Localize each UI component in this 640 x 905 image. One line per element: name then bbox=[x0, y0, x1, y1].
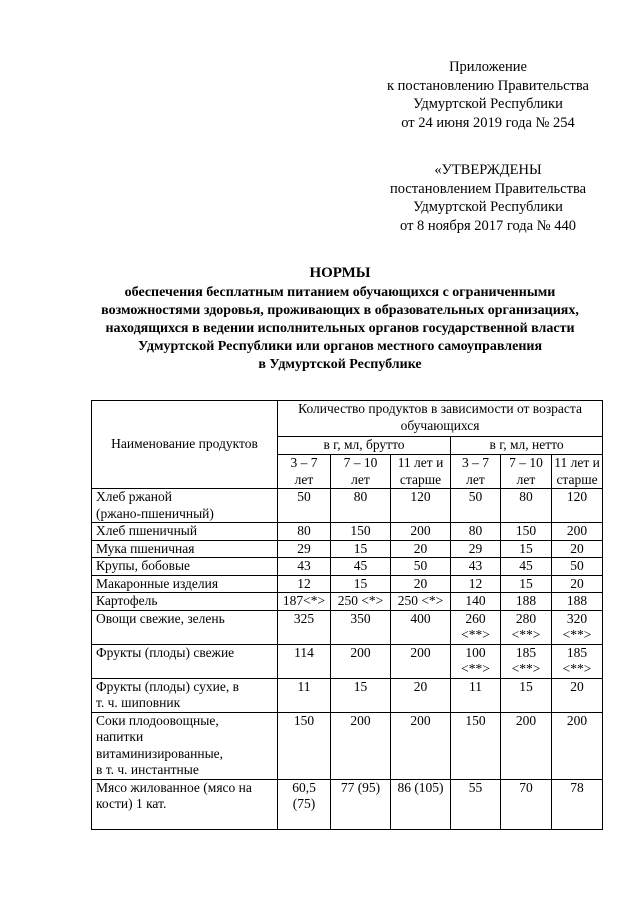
product-name bbox=[96, 627, 275, 644]
value-cell bbox=[451, 644, 501, 678]
age-header bbox=[331, 455, 391, 489]
product-name: Соки плодоовощные, bbox=[96, 712, 219, 728]
value: 80 bbox=[519, 489, 533, 504]
appendix-line: Удмуртской Республики bbox=[413, 96, 563, 112]
value-cell bbox=[552, 540, 603, 558]
value: 188 bbox=[515, 593, 537, 608]
title-line: возможностями здоровья, проживающих в образовательных организациях, bbox=[101, 303, 579, 318]
value: 20 bbox=[570, 540, 584, 556]
title-heading: НОРМЫ bbox=[309, 265, 371, 281]
value-cell bbox=[501, 523, 552, 541]
value-cell bbox=[391, 523, 451, 541]
appendix-line: от 24 июня 2019 года № 254 bbox=[401, 114, 575, 131]
value: 350 bbox=[350, 610, 371, 626]
value-cell bbox=[552, 523, 603, 541]
value-cell bbox=[501, 540, 552, 558]
value: 20 bbox=[570, 678, 584, 694]
value: 250 <*> bbox=[337, 593, 384, 608]
product-name-cell bbox=[92, 644, 278, 678]
value-cell bbox=[391, 540, 451, 558]
value-cell bbox=[552, 712, 603, 779]
age-header-line: старше bbox=[556, 471, 598, 487]
product-name-cell bbox=[92, 540, 278, 558]
value-cell bbox=[278, 489, 331, 523]
table-row bbox=[92, 610, 603, 644]
value: 80 bbox=[297, 523, 311, 538]
value-cell bbox=[451, 593, 501, 611]
value-cell bbox=[552, 610, 603, 644]
value: 80 bbox=[468, 523, 483, 538]
value-cell bbox=[451, 712, 501, 779]
product-name bbox=[96, 813, 275, 830]
value: 80 bbox=[353, 489, 368, 504]
value: 20 bbox=[413, 540, 428, 556]
value-cell bbox=[552, 593, 603, 611]
value: 150 bbox=[465, 712, 486, 728]
age-header bbox=[451, 455, 501, 489]
appendix-line: к постановлению Правительства bbox=[387, 77, 589, 94]
value-cell bbox=[451, 575, 501, 593]
product-name-cell bbox=[92, 523, 278, 541]
value: <**> bbox=[511, 627, 541, 642]
norms-table bbox=[91, 400, 603, 830]
product-name-cell bbox=[92, 779, 278, 830]
value-cell bbox=[331, 489, 391, 523]
table-row bbox=[92, 644, 603, 678]
title-line: обеспечения бесплатным питанием обучающихся с ограниченными bbox=[124, 285, 556, 300]
product-name: Крупы, бобовые bbox=[96, 558, 191, 573]
value: 50 bbox=[297, 489, 311, 504]
age-header-line: 7 – 10 bbox=[509, 455, 543, 470]
value: 320 bbox=[566, 610, 588, 626]
value-cell bbox=[331, 610, 391, 644]
product-name: Хлеб ржаной bbox=[96, 489, 172, 504]
value-cell bbox=[501, 575, 552, 593]
value-cell bbox=[331, 644, 391, 678]
value-cell bbox=[391, 644, 451, 678]
value: 60,5 (75) bbox=[292, 779, 316, 811]
approved-line: «УТВЕРЖДЕНЫ bbox=[434, 162, 542, 178]
value: 150 bbox=[515, 523, 537, 538]
header-product: Наименование продуктов bbox=[92, 401, 278, 489]
age-header bbox=[501, 455, 552, 489]
table-row bbox=[92, 712, 603, 779]
value-cell bbox=[552, 489, 603, 523]
value-cell bbox=[331, 593, 391, 611]
age-header bbox=[391, 455, 451, 489]
value: 150 bbox=[293, 712, 315, 728]
value: 200 bbox=[515, 712, 537, 728]
value: 55 bbox=[468, 779, 483, 795]
product-name-cell bbox=[92, 575, 278, 593]
header-gross: в г, мл, брутто bbox=[278, 437, 451, 455]
value: 70 bbox=[519, 779, 533, 795]
value: 43 bbox=[468, 558, 483, 573]
value-cell bbox=[552, 575, 603, 593]
value-cell bbox=[331, 558, 391, 576]
value: 280 bbox=[515, 610, 537, 626]
table-row bbox=[92, 575, 603, 593]
value-cell bbox=[552, 678, 603, 712]
value: 120 bbox=[410, 489, 431, 504]
value-cell bbox=[552, 779, 603, 830]
table-row bbox=[92, 593, 603, 611]
value: 86 (105) bbox=[397, 779, 444, 795]
value: 200 bbox=[566, 712, 588, 728]
value: 250 <*> bbox=[397, 593, 444, 608]
value-cell bbox=[451, 610, 501, 644]
product-name-cell bbox=[92, 712, 278, 779]
value-cell bbox=[391, 678, 451, 712]
value: 400 bbox=[410, 610, 431, 626]
value: <**> bbox=[562, 627, 592, 642]
value-cell bbox=[278, 575, 331, 593]
value: 140 bbox=[465, 593, 486, 608]
appendix-block bbox=[360, 58, 616, 132]
age-header-line: лет bbox=[294, 471, 314, 487]
value-cell bbox=[331, 523, 391, 541]
value-cell bbox=[501, 678, 552, 712]
value: <**> bbox=[562, 661, 592, 676]
value-cell bbox=[391, 712, 451, 779]
value-cell bbox=[278, 540, 331, 558]
product-name: Хлеб пшеничный bbox=[96, 523, 198, 538]
value: 50 bbox=[570, 558, 584, 573]
approved-line: от 8 ноября 2017 года № 440 bbox=[400, 217, 576, 234]
product-name: Макаронные изделия bbox=[96, 575, 219, 591]
value: 325 bbox=[293, 610, 315, 626]
value: 77 (95) bbox=[340, 779, 381, 795]
value: 188 bbox=[566, 593, 588, 608]
value-cell bbox=[451, 523, 501, 541]
value: 200 bbox=[410, 712, 431, 728]
table-row bbox=[92, 558, 603, 576]
title-line: в Удмуртской Республике bbox=[258, 357, 422, 372]
value-cell bbox=[278, 779, 331, 830]
value: 15 bbox=[353, 575, 368, 591]
value-cell bbox=[451, 558, 501, 576]
approved-line: Удмуртской Республики bbox=[413, 199, 563, 215]
value: 200 bbox=[410, 523, 431, 538]
value: 11 bbox=[297, 678, 311, 694]
product-name: Мука пшеничная bbox=[96, 540, 195, 556]
title-line: Удмуртской Республики или органов местного самоуправления bbox=[137, 339, 543, 354]
age-header bbox=[552, 455, 603, 489]
value-cell bbox=[501, 593, 552, 611]
value: 200 bbox=[410, 644, 431, 660]
value-cell bbox=[391, 558, 451, 576]
product-name: Мясо жилованное (мясо на bbox=[96, 779, 252, 795]
value-cell bbox=[331, 678, 391, 712]
product-name: в т. ч. инстантные bbox=[96, 762, 199, 777]
appendix-line: Приложение bbox=[449, 59, 527, 75]
approved-line: постановлением Правительства bbox=[389, 180, 587, 197]
product-name: витаминизированные, bbox=[96, 745, 224, 761]
value-cell bbox=[278, 610, 331, 644]
value: 114 bbox=[294, 644, 314, 660]
product-name: т. ч. шиповник bbox=[96, 695, 181, 710]
product-name-cell bbox=[92, 610, 278, 644]
value: 185 bbox=[566, 644, 588, 660]
title-line: находящихся в ведении исполнительных органов государственной власти bbox=[105, 321, 575, 336]
value-cell bbox=[501, 489, 552, 523]
product-name: (ржано-пшеничный) bbox=[96, 505, 214, 521]
value: 45 bbox=[519, 558, 533, 573]
product-name: Картофель bbox=[96, 593, 158, 608]
product-name: кости) 1 кат. bbox=[96, 796, 167, 811]
age-header-line: лет bbox=[351, 471, 370, 487]
value: 45 bbox=[353, 558, 368, 573]
age-header bbox=[278, 455, 331, 489]
value-cell bbox=[278, 678, 331, 712]
value: 29 bbox=[468, 540, 483, 556]
value-cell bbox=[391, 779, 451, 830]
table-body bbox=[92, 489, 603, 830]
value: 43 bbox=[297, 558, 311, 573]
value: 11 bbox=[469, 678, 482, 694]
value-cell bbox=[501, 779, 552, 830]
table-row bbox=[92, 540, 603, 558]
table-row bbox=[92, 523, 603, 541]
age-header-line: лет bbox=[516, 471, 536, 487]
value: <**> bbox=[461, 627, 490, 642]
value: 50 bbox=[468, 489, 483, 504]
product-name: Фрукты (плоды) сухие, в bbox=[96, 678, 239, 694]
table-row bbox=[92, 779, 603, 830]
age-header-line: 3 – 7 bbox=[290, 455, 318, 470]
value-cell bbox=[501, 644, 552, 678]
value: 12 bbox=[297, 575, 311, 591]
value-cell bbox=[451, 678, 501, 712]
value: 15 bbox=[353, 678, 368, 694]
value: 15 bbox=[519, 678, 533, 694]
document-title bbox=[40, 264, 640, 374]
product-name: напитки bbox=[96, 729, 144, 744]
age-header-line: 11 лет и bbox=[554, 455, 600, 470]
product-name-cell bbox=[92, 678, 278, 712]
value-cell bbox=[552, 558, 603, 576]
value-cell bbox=[501, 558, 552, 576]
age-header-line: 3 – 7 bbox=[462, 455, 489, 470]
value: 200 bbox=[350, 712, 371, 728]
value: 185 bbox=[515, 644, 537, 660]
value-cell bbox=[552, 644, 603, 678]
value: 260 bbox=[465, 610, 486, 626]
table-row bbox=[92, 489, 603, 523]
value: 15 bbox=[519, 540, 533, 556]
value: 50 bbox=[413, 558, 428, 573]
value-cell bbox=[278, 712, 331, 779]
value: 29 bbox=[297, 540, 311, 556]
value: 20 bbox=[413, 575, 428, 591]
value-cell bbox=[451, 779, 501, 830]
value-cell bbox=[331, 779, 391, 830]
value: 15 bbox=[353, 540, 368, 556]
value: 120 bbox=[566, 489, 588, 504]
value-cell bbox=[331, 575, 391, 593]
value: 200 bbox=[566, 523, 588, 538]
value-cell bbox=[278, 558, 331, 576]
value-cell bbox=[278, 644, 331, 678]
table-row bbox=[92, 678, 603, 712]
value-cell bbox=[331, 712, 391, 779]
value: 20 bbox=[570, 575, 584, 591]
value-cell bbox=[331, 540, 391, 558]
value-cell bbox=[391, 610, 451, 644]
age-header-line: лет bbox=[466, 471, 485, 487]
value: 200 bbox=[350, 644, 371, 660]
age-header-line: 11 лет и bbox=[397, 455, 444, 470]
value: <**> bbox=[511, 661, 541, 676]
value-cell bbox=[391, 575, 451, 593]
value: <**> bbox=[461, 661, 490, 676]
product-name-cell bbox=[92, 593, 278, 611]
product-name-cell bbox=[92, 489, 278, 523]
value-cell bbox=[391, 489, 451, 523]
value: 15 bbox=[519, 575, 533, 591]
header-net: в г, мл, нетто bbox=[451, 437, 603, 455]
value-cell bbox=[391, 593, 451, 611]
value-cell bbox=[501, 712, 552, 779]
product-name-cell bbox=[92, 558, 278, 576]
value-cell bbox=[501, 610, 552, 644]
product-name: Фрукты (плоды) свежие bbox=[96, 644, 235, 660]
value: 78 bbox=[570, 779, 584, 795]
value: 100 bbox=[465, 644, 486, 660]
age-header-line: 7 – 10 bbox=[343, 455, 378, 470]
value: 12 bbox=[468, 575, 483, 591]
header-quantity: Количество продуктов в зависимости от возраста обучающихся bbox=[278, 401, 603, 437]
product-name bbox=[96, 661, 275, 678]
value-cell bbox=[278, 593, 331, 611]
value: 150 bbox=[350, 523, 371, 538]
value-cell bbox=[451, 540, 501, 558]
product-name: Овощи свежие, зелень bbox=[96, 610, 225, 626]
value-cell bbox=[278, 523, 331, 541]
value-cell bbox=[451, 489, 501, 523]
value: 20 bbox=[413, 678, 428, 694]
approved-block bbox=[360, 161, 616, 235]
age-header-line: старше bbox=[399, 471, 442, 487]
value: 187<*> bbox=[282, 593, 326, 608]
